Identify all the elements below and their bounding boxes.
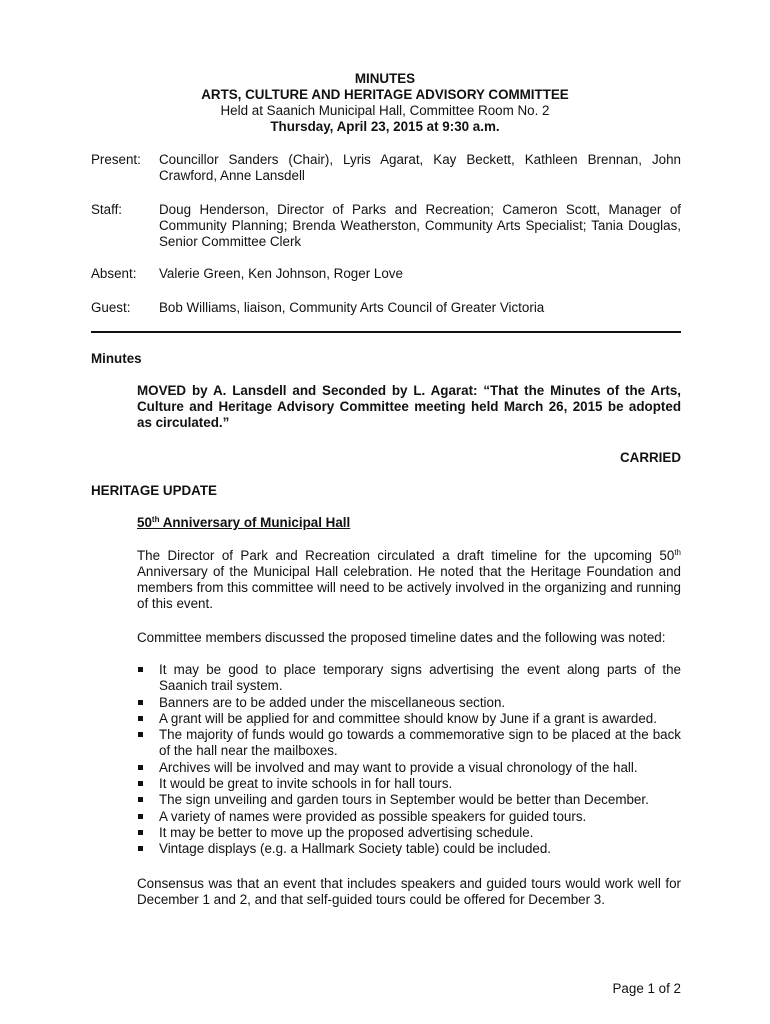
absent-label: Absent: [91,266,137,281]
list-item: The sign unveiling and garden tours in September would be better than December. [137,792,681,808]
consensus-paragraph: Consensus was that an event that includes speakers and guided tours would work well for December 1 and 2, and that self-guided tours could be offered for December 3. [137,876,681,907]
bullet-icon [138,667,143,672]
present-label: Present: [91,152,141,167]
staff-label: Staff: [91,202,123,217]
anniversary-subheading [137,515,350,531]
timeline-paragraph [137,548,681,612]
subheading-number: 50 [137,515,152,530]
timeline-text-b: Anniversary of the Municipal Hall celebration. He noted that the Heritage Foundation and members from this committee will need to be actively involved in the organizing and running of this event. [137,564,681,611]
document-title: MINUTES [354,71,416,86]
bullet-icon [138,765,143,770]
bullet-icon [138,700,143,705]
list-item: The majority of funds would go towards a commemorative sign to be placed at the back of the hall near the mailboxes. [137,727,681,760]
list-item: A grant will be applied for and committee should know by June if a grant is awarded. [137,711,681,727]
bullet-icon [138,797,143,802]
timeline-text-a: The Director of Park and Recreation circulated a draft timeline for the upcoming 50 [137,548,675,563]
bullet-icon [138,830,143,835]
bullet-icon [138,846,143,851]
list-item: Banners are to be added under the miscellaneous section. [137,695,681,711]
committee-name: ARTS, CULTURE AND HERITAGE ADVISORY COMMITTEE [201,87,569,102]
list-item: Archives will be involved and may want to provide a visual chronology of the hall. [137,760,681,776]
timeline-ordinal: th [674,548,681,557]
present-names: Councillor Sanders (Chair), Lyris Agarat, Kay Beckett, Kathleen Brennan, John Crawford, Anne Lansdell [159,152,681,183]
absent-row [91,266,681,282]
list-item: It may be good to place temporary signs advertising the event along parts of the Saanich trail system. [137,662,681,695]
staff-names: Doug Henderson, Director of Parks and Recreation; Cameron Scott, Manager of Community Planning; Brenda Weatherston, Community Arts Specialist; Tania Douglas, Senior Committee Clerk [159,202,681,249]
bullet-icon [138,732,143,737]
minutes-heading: Minutes [91,351,142,366]
absent-names: Valerie Green, Ken Johnson, Roger Love [159,266,403,281]
discussion-paragraph: Committee members discussed the proposed timeline dates and the following was noted: [137,630,666,645]
bullet-icon [138,781,143,786]
motion-result: CARRIED [619,450,681,465]
section-divider [91,331,681,333]
guest-label: Guest: [91,300,131,315]
meeting-date: Thursday, April 23, 2015 at 9:30 a.m. [270,119,500,134]
list-item: Vintage displays (e.g. a Hallmark Society table) could be included. [137,841,681,857]
subheading-text: Anniversary of Municipal Hall [159,515,351,530]
page-number: Page 1 of 2 [612,981,681,996]
list-item: It may be better to move up the proposed advertising schedule. [137,825,681,841]
bullet-icon [138,716,143,721]
staff-row [91,202,681,250]
discussion-list [137,662,681,858]
subheading-ordinal: th [151,515,160,524]
present-row [91,152,681,184]
minutes-motion: MOVED by A. Lansdell and Seconded by L. Agarat: “That the Minutes of the Arts, Culture and Heritage Advisory Committee meeting held March 26, 2015 be adopted as circulated.” [137,383,681,430]
guest-names: Bob Williams, liaison, Community Arts Council of Greater Victoria [159,300,545,315]
list-item: A variety of names were provided as possible speakers for guided tours. [137,809,681,825]
bullet-icon [138,814,143,819]
list-item: It would be great to invite schools in for hall tours. [137,776,681,792]
heritage-heading: HERITAGE UPDATE [91,483,217,498]
guest-row [91,300,681,316]
meeting-location: Held at Saanich Municipal Hall, Committee Room No. 2 [220,103,550,118]
